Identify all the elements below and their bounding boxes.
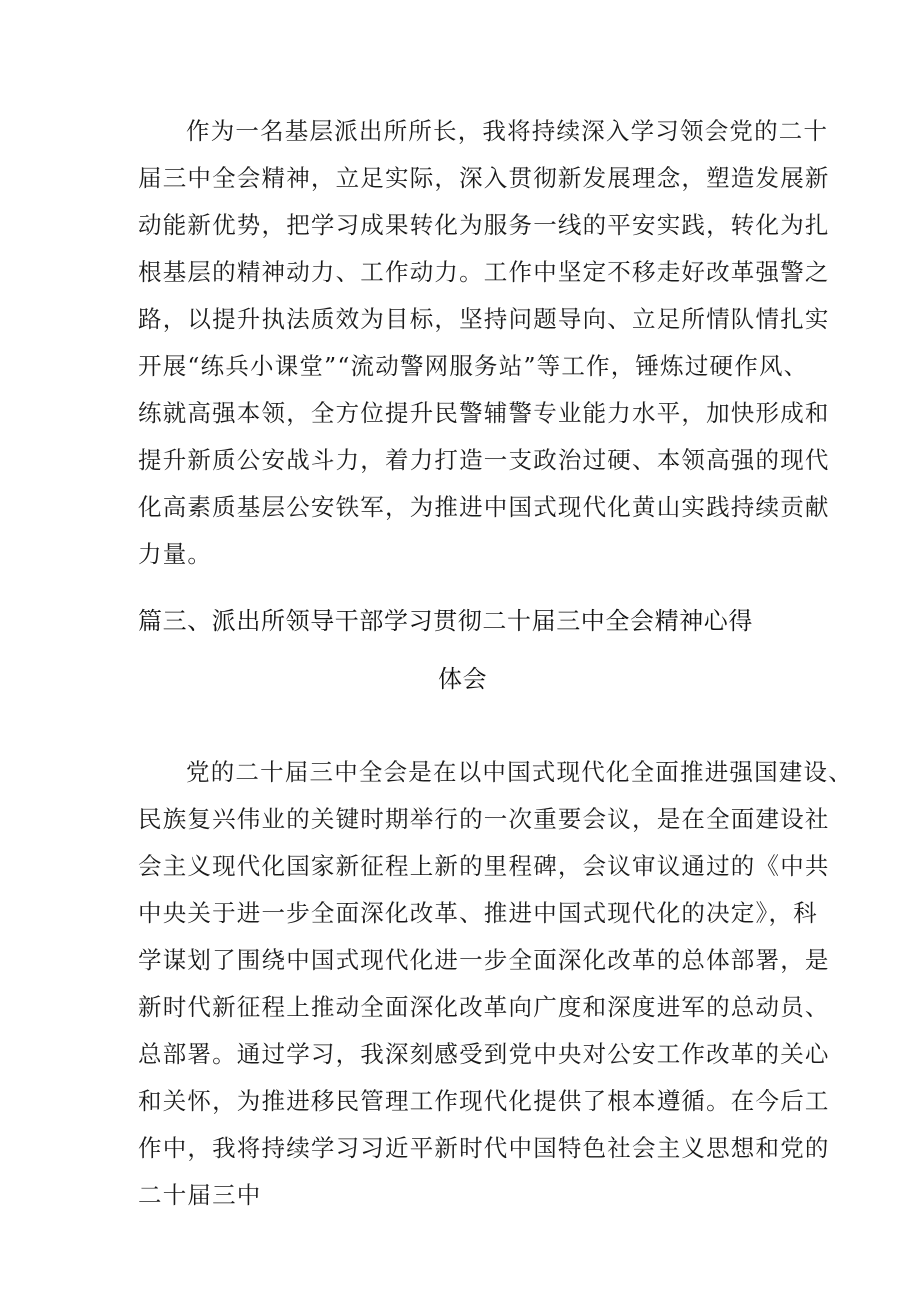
section-heading-line-2: 体会 (438, 665, 488, 693)
paragraph1-line-8: 提升新质公安战斗力，着力打造一支政治过硬、本领高强的现代 (138, 446, 830, 474)
paragraph2-line-10: 二十届三中 (138, 1181, 262, 1209)
paragraph2-line-6: 新时代新征程上推动全面深化改革向广度和深度进军的总动员、 (138, 993, 830, 1021)
paragraph1-line-3: 动能新优势，把学习成果转化为服务一线的平安实践，转化为扎 (138, 211, 830, 239)
paragraph1-line-5: 路，以提升执法质效为目标，坚持问题导向、立足所情队情扎实 (138, 305, 830, 333)
paragraph1-line-10: 力量。 (138, 540, 213, 568)
section-heading-line-1: 篇三、派出所领导干部学习贯彻二十届三中全会精神心得 (138, 607, 753, 635)
paragraph2-line-7: 总部署。通过学习，我深刻感受到党中央对公安工作改革的关心 (138, 1040, 830, 1068)
paragraph2-line-9: 作中，我将持续学习习近平新时代中国特色社会主义思想和党的 (138, 1134, 830, 1162)
paragraph2-line-1: 党的二十届三中全会是在以中国式现代化全面推进强国建设、 (186, 758, 853, 786)
paragraph1-line-9: 化高素质基层公安铁军，为推进中国式现代化黄山实践持续贡献 (138, 493, 830, 521)
paragraph1-line-4: 根基层的精神动力、工作动力。工作中坚定不移走好改革强警之 (138, 258, 830, 286)
paragraph1-line-1: 作为一名基层派出所所长，我将持续深入学习领会党的二十 (186, 117, 829, 145)
paragraph1-line-7: 练就高强本领，全方位提升民警辅警专业能力水平，加快形成和 (138, 399, 830, 427)
paragraph2-line-2: 民族复兴伟业的关键时期举行的一次重要会议，是在全面建设社 (138, 805, 830, 833)
paragraph2-line-4: 中央关于进一步全面深化改革、推进中国式现代化的决定》，科 (138, 899, 818, 927)
paragraph2-line-8: 和关怀，为推进移民管理工作现代化提供了根本遵循。在今后工 (138, 1087, 830, 1115)
paragraph2-line-5: 学谋划了围绕中国式现代化进一步全面深化改革的总体部署，是 (138, 946, 830, 974)
paragraph1-line-6: 开展“练兵小课堂”“流动警网服务站”等工作，锤炼过硬作风、 (138, 352, 809, 380)
paragraph1-line-2: 届三中全会精神，立足实际，深入贯彻新发展理念，塑造发展新 (138, 164, 830, 192)
paragraph2-line-3: 会主义现代化国家新征程上新的里程碑，会议审议通过的《中共 (138, 852, 830, 880)
